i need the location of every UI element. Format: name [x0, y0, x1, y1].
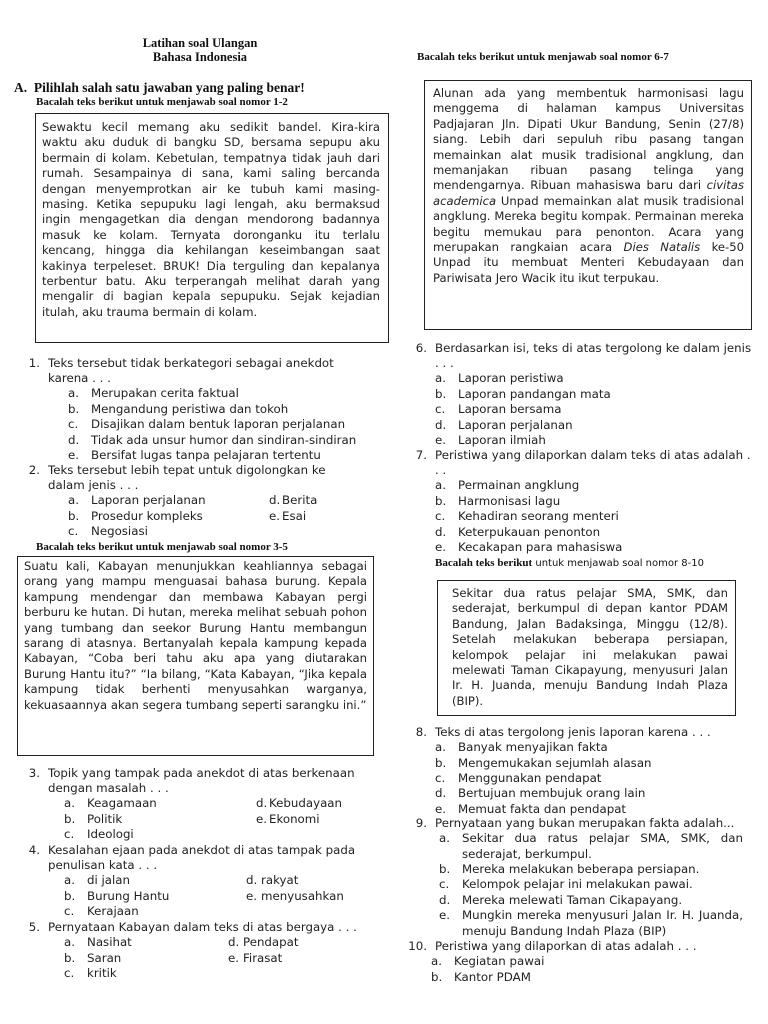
- option-letter: b.: [435, 386, 447, 401]
- option-text: Kecakapan para mahasiswa: [458, 540, 623, 555]
- option-4b-text[interactable]: Burung Hantu: [87, 888, 170, 903]
- instruction-8-10-bold: Bacalah teks berikut: [435, 557, 533, 569]
- passage-3-part-a: Alunan ada yang membentuk harmonisasi lagu menggema di halaman kampus Universitas Padjajaran Jln. Dipati Ukur Bandung, Senin (27/8) siang. Lebih dari sepuluh ribu pasang tangan memainkan alat musik tradisional angklung, dan memanjakan ribuan pasang telinga yang mendengarnya. Ribuan mahasiswa baru dari: [433, 86, 744, 193]
- instruction-3-5: Bacalah teks berikut untuk menjawab soal nomor 3-5: [36, 541, 288, 553]
- question-6: [403, 341, 755, 448]
- option-text: Harmonisasi lagu: [458, 493, 561, 508]
- option-3c-letter[interactable]: c.: [64, 827, 75, 842]
- option-row-2ad: [16, 493, 362, 508]
- option-text: Bersifat lugas tanpa pelajaran tertentu: [91, 448, 321, 463]
- option-7b[interactable]: [435, 494, 755, 509]
- option-3d-letter[interactable]: d.: [256, 796, 268, 811]
- option-2d-letter[interactable]: d.: [269, 493, 281, 508]
- option-9c[interactable]: [439, 877, 743, 892]
- passage-4-text: Sekitar dua ratus pelajar SMA, SMK, dan sederajat, berkumpul di depan kantor PDAM Bandung, Jalan Badaksinga, Minggu (12/8). Setelah melakukan beberapa persiapan, kelompok pelajar ini melakukan pawai melewati Taman Cikapayung, menyusuri Jalan Ir. H. Juanda, menuju Bandung Indah Plaza (BIP).: [452, 586, 728, 708]
- option-4d-text[interactable]: rakyat: [261, 873, 299, 888]
- option-letter: c.: [439, 877, 450, 892]
- option-2b-letter[interactable]: b.: [68, 508, 80, 523]
- option-row-5be: [16, 951, 362, 966]
- option-5c-text[interactable]: kritik: [87, 965, 117, 980]
- question-text: Pernyataan yang bukan merupakan fakta adalah...: [435, 816, 735, 830]
- option-text: Laporan pandangan mata: [458, 386, 611, 401]
- option-6a[interactable]: [435, 371, 755, 386]
- option-text: Laporan perjalanan: [458, 417, 573, 432]
- option-text: Kelompok pelajar ini melakukan pawai.: [462, 877, 693, 892]
- option-4e-text[interactable]: menyusahkan: [261, 888, 344, 903]
- option-letter: d.: [435, 786, 447, 801]
- option-row-5c: [16, 966, 362, 981]
- question-5: [16, 920, 362, 981]
- question-text: Berdasarkan isi, teks di atas tergolong ke dalam jenis . . .: [435, 341, 752, 371]
- option-letter: c.: [68, 417, 79, 432]
- option-9d[interactable]: [439, 893, 743, 908]
- question-3: [16, 766, 362, 843]
- option-8b[interactable]: [435, 756, 755, 771]
- question-number: 10.: [408, 939, 427, 953]
- option-3d-text[interactable]: Kebudayaan: [269, 796, 343, 811]
- question-1: [16, 356, 362, 463]
- question-text: Teks tersebut tidak berkategori sebagai anekdot karena . . .: [48, 356, 334, 386]
- option-5a-text[interactable]: Nasihat: [87, 935, 132, 950]
- option-4a-letter[interactable]: a.: [64, 873, 75, 888]
- option-3a-text[interactable]: Keagamaan: [87, 796, 157, 811]
- option-row-4c: [16, 904, 362, 919]
- question-9: [403, 816, 743, 939]
- option-letter: c.: [435, 402, 446, 417]
- question-number: 8.: [415, 725, 427, 739]
- option-text: Mereka melewati Taman Cikapayang.: [462, 892, 683, 907]
- passage-3-part-b: Unpad memainkan alat musik tradisional angklung. Mereka begitu kompak. Permainan mereka begitu memukau para penonton. Acara yang merupakan rangkaian acara: [433, 193, 744, 255]
- option-text: Mungkin mereka menyusuri Jalan Ir. H. Juanda, menuju Bandung Indah Plaza (BIP): [462, 908, 743, 938]
- option-letter: b.: [68, 401, 80, 416]
- question-text: Pernyataan Kabayan dalam teks di atas bergaya . . .: [48, 920, 357, 934]
- option-text: Kegiatan pawai: [454, 954, 545, 969]
- question-number: 7.: [415, 448, 427, 462]
- question-number: 1.: [28, 356, 40, 370]
- option-6d[interactable]: [435, 418, 755, 433]
- option-3a-letter[interactable]: a.: [64, 796, 75, 811]
- passage-3-italic-1: civitas academica: [433, 178, 744, 208]
- option-text: Bertujuan membujuk orang lain: [458, 786, 646, 801]
- option-2c-letter[interactable]: c.: [68, 524, 79, 539]
- option-7a[interactable]: [435, 478, 755, 493]
- option-row-5ad: [16, 935, 362, 950]
- option-4b-letter[interactable]: b.: [64, 888, 76, 903]
- option-letter: c.: [435, 771, 446, 786]
- option-row-4be: [16, 889, 362, 904]
- option-letter: a.: [68, 386, 79, 401]
- option-8a[interactable]: [435, 740, 755, 755]
- instruction-8-10-rest: untuk menjawab soal nomor 8-10: [532, 558, 704, 569]
- option-letter: b.: [435, 493, 447, 508]
- option-6e[interactable]: [435, 433, 755, 448]
- option-text: Laporan ilmiah: [458, 433, 546, 448]
- option-5c-letter[interactable]: c.: [64, 965, 75, 980]
- option-text: Tidak ada unsur humor dan sindiran-sindiran: [91, 432, 357, 447]
- passage-3-text: [433, 86, 744, 286]
- question-number: 9.: [415, 816, 427, 830]
- instruction-1-2: Bacalah teks berikut untuk menjawab soal nomor 1-2: [36, 96, 288, 108]
- option-letter: d.: [68, 432, 80, 447]
- option-1a[interactable]: [68, 386, 362, 401]
- option-4c-text[interactable]: Kerajaan: [87, 904, 139, 919]
- option-text: Merupakan cerita faktual: [91, 386, 239, 401]
- option-7d[interactable]: [435, 525, 755, 540]
- option-text: Laporan peristiwa: [458, 371, 564, 386]
- option-5d-text[interactable]: Pendapat: [243, 935, 299, 950]
- option-row-2c: [16, 524, 362, 539]
- section-a-heading: [14, 80, 305, 96]
- question-text: Teks tersebut lebih tepat untuk digolongkan ke dalam jenis . . .: [48, 463, 326, 493]
- option-text: Permainan angklung: [458, 478, 580, 493]
- option-letter: a.: [439, 831, 450, 846]
- option-text: Kehadiran seorang menteri: [458, 509, 619, 524]
- option-2a-text[interactable]: Laporan perjalanan: [91, 493, 206, 508]
- option-text: Mengandung peristiwa dan tokoh: [91, 401, 289, 416]
- option-letter: d.: [435, 417, 447, 432]
- option-5e-letter[interactable]: e.: [228, 950, 240, 965]
- option-1e[interactable]: [68, 448, 362, 463]
- option-10b[interactable]: [431, 970, 755, 985]
- option-text: Memuat fakta dan pendapat: [458, 801, 627, 816]
- option-10a[interactable]: [431, 954, 755, 969]
- option-text: Keterpukauan penonton: [458, 524, 601, 539]
- question-text: Teks di atas tergolong jenis laporan karena . . .: [435, 725, 711, 739]
- option-letter: a.: [431, 954, 442, 969]
- question-number: 6.: [415, 341, 427, 355]
- option-3e-letter[interactable]: e.: [256, 811, 268, 826]
- option-letter: b.: [431, 969, 443, 984]
- option-6b[interactable]: [435, 387, 755, 402]
- option-8d[interactable]: [435, 786, 755, 801]
- passage-2-text: Suatu kali, Kabayan menunjukkan keahliannya sebagai orang yang mampu menguasai bahasa burung. Kepala kampung mendengar dan membawa Kabayan pergi berburu ke hutan. Di hutan, mereka melihat sebuah pohon yang tumbang dan seekor Burung Hantu membangun sarang di atasnya. Bertanyalah kepala kampung kepada Kabayan, “Coba beri tahu aku apa yang diutarakan Burung Hantu itu?” “Ia bilang, “Kata Kabayan, “Jika kepala kampung tidak berhenti menyusahkan warganya, kekuasaannya akan segera tumbang seperti sarangku ini.”: [24, 559, 367, 712]
- question-text: Kesalahan ejaan pada anekdot di atas tampak pada penulisan kata . . .: [48, 843, 356, 873]
- option-8e[interactable]: [435, 802, 755, 817]
- option-2b-text[interactable]: Prosedur kompleks: [91, 508, 203, 523]
- option-letter: d.: [435, 524, 447, 539]
- option-letter: d.: [439, 892, 451, 907]
- option-row-2be: [16, 509, 362, 524]
- passage-box-1: [35, 113, 389, 343]
- option-6c[interactable]: [435, 402, 755, 417]
- option-4c-letter[interactable]: c.: [64, 904, 75, 919]
- title-line-2: Bahasa Indonesia: [152, 50, 248, 64]
- option-9b[interactable]: [439, 862, 743, 877]
- option-9a[interactable]: [439, 831, 743, 862]
- question-number: 2.: [28, 463, 40, 477]
- option-3e-text[interactable]: Ekonomi: [269, 811, 320, 826]
- passage-1-text: Sewaktu kecil memang aku sedikit bandel. Kira-kira waktu aku duduk di bangku SD, bersama sepupu aku bermain di kolam. Kebetulan, tempatnya tidak jauh dari rumah. Sesampainya di sana, kami saling bercanda dengan menyemprotkan air ke tubuh kami masing-masing. Ketika sepupuku lagi lengah, aku bermaksud ingin mengagetkan dia dengan mendorong badannya masuk ke kolam. Ternyata doronganku itu terlalu kencang, hingga dia kehilangan keseimbangan saat kakinya terpeleset. BRUK! Dia terguling dan kepalanya terbentur batu. Aku terperangah melihat darah yang mengalir di bagian kepala sepupuku. Sejak kejadian itulah, aku trauma bermain di kolam.: [42, 120, 380, 319]
- instruction-6-7: Bacalah teks berikut untuk menjawab soal nomor 6-7: [417, 51, 669, 63]
- question-text: Peristiwa yang dilaporkan di atas adalah . . .: [435, 939, 697, 953]
- option-row-3ad: [16, 796, 362, 811]
- option-4a-text[interactable]: di jalan: [87, 873, 131, 888]
- option-letter: e.: [435, 540, 447, 555]
- passage-3-italic-2: Dies Natalis: [623, 240, 701, 255]
- option-2c-text[interactable]: Negosiasi: [91, 524, 148, 539]
- question-number: 3.: [28, 766, 40, 780]
- option-1c[interactable]: [68, 417, 362, 432]
- option-5b-letter[interactable]: b.: [64, 950, 76, 965]
- passage-box-3: [424, 80, 752, 330]
- option-letter: e.: [439, 908, 451, 923]
- option-7c[interactable]: [435, 509, 755, 524]
- option-letter: a.: [435, 740, 446, 755]
- option-letter: e.: [68, 448, 80, 463]
- option-letter: b.: [435, 755, 447, 770]
- option-3b-letter[interactable]: b.: [64, 811, 76, 826]
- title-line-1: Latihan soal Ulangan: [142, 36, 258, 50]
- option-1d[interactable]: [68, 433, 362, 448]
- option-text: Mengemukakan sejumlah alasan: [458, 755, 652, 770]
- question-2: [16, 463, 362, 540]
- section-letter: A.: [14, 80, 28, 95]
- option-2e-text[interactable]: Esai: [282, 508, 307, 523]
- option-2d-text[interactable]: Berita: [282, 493, 318, 508]
- option-text: Menggunakan pendapat: [458, 771, 602, 786]
- option-letter: b.: [439, 862, 451, 877]
- option-text: Sekitar dua ratus pelajar SMA, SMK, dan sederajat, berkumpul.: [462, 831, 743, 861]
- option-row-3be: [16, 812, 362, 827]
- passage-3-part-c: ke-50 Unpad itu membuat Menteri Kebudayaan dan Pariwisata Jero Wacik itu ikut terpukau.: [433, 240, 744, 285]
- passage-box-2: [17, 556, 374, 756]
- option-9e[interactable]: [439, 908, 743, 939]
- option-5b-text[interactable]: Saran: [87, 950, 122, 965]
- option-letter: a.: [435, 478, 446, 493]
- option-4d-letter[interactable]: d.: [246, 873, 258, 888]
- option-letter: e.: [435, 433, 447, 448]
- option-7e[interactable]: [435, 540, 755, 555]
- instruction-8-10: [435, 557, 704, 569]
- question-7: [403, 448, 755, 555]
- option-5e-text[interactable]: Firasat: [243, 950, 283, 965]
- option-8c[interactable]: [435, 771, 755, 786]
- option-4e-letter[interactable]: e.: [246, 888, 258, 903]
- question-number: 4.: [28, 843, 40, 857]
- option-2e-letter[interactable]: e.: [269, 508, 281, 523]
- question-8: [403, 725, 755, 817]
- question-text: Peristiwa yang dilaporkan dalam teks di atas adalah . . .: [435, 448, 751, 478]
- option-letter: e.: [435, 801, 447, 816]
- option-letter: a.: [435, 371, 446, 386]
- option-letter: c.: [435, 509, 446, 524]
- option-3c-text[interactable]: Ideologi: [87, 827, 134, 842]
- option-5d-letter[interactable]: d.: [228, 935, 240, 950]
- page-title: [100, 36, 300, 64]
- option-text: Banyak menyajikan fakta: [458, 740, 608, 755]
- option-5a-letter[interactable]: a.: [64, 935, 75, 950]
- option-text: Kantor PDAM: [454, 969, 531, 984]
- option-row-3c: [16, 827, 362, 842]
- option-1b[interactable]: [68, 402, 362, 417]
- question-10: [403, 939, 755, 985]
- section-title: Pilihlah salah satu jawaban yang paling benar!: [33, 80, 305, 95]
- question-number: 5.: [28, 920, 40, 934]
- option-text: Mereka melakukan beberapa persiapan.: [462, 862, 700, 877]
- option-3b-text[interactable]: Politik: [87, 811, 123, 826]
- question-text: Topik yang tampak pada anekdot di atas berkenaan dengan masalah . . .: [48, 766, 355, 796]
- option-text: Disajikan dalam bentuk laporan perjalanan: [91, 417, 346, 432]
- option-text: Laporan bersama: [458, 402, 562, 417]
- option-2a-letter[interactable]: a.: [68, 493, 79, 508]
- question-4: [16, 843, 362, 920]
- option-row-4ad: [16, 873, 362, 888]
- passage-box-4: [437, 580, 736, 716]
